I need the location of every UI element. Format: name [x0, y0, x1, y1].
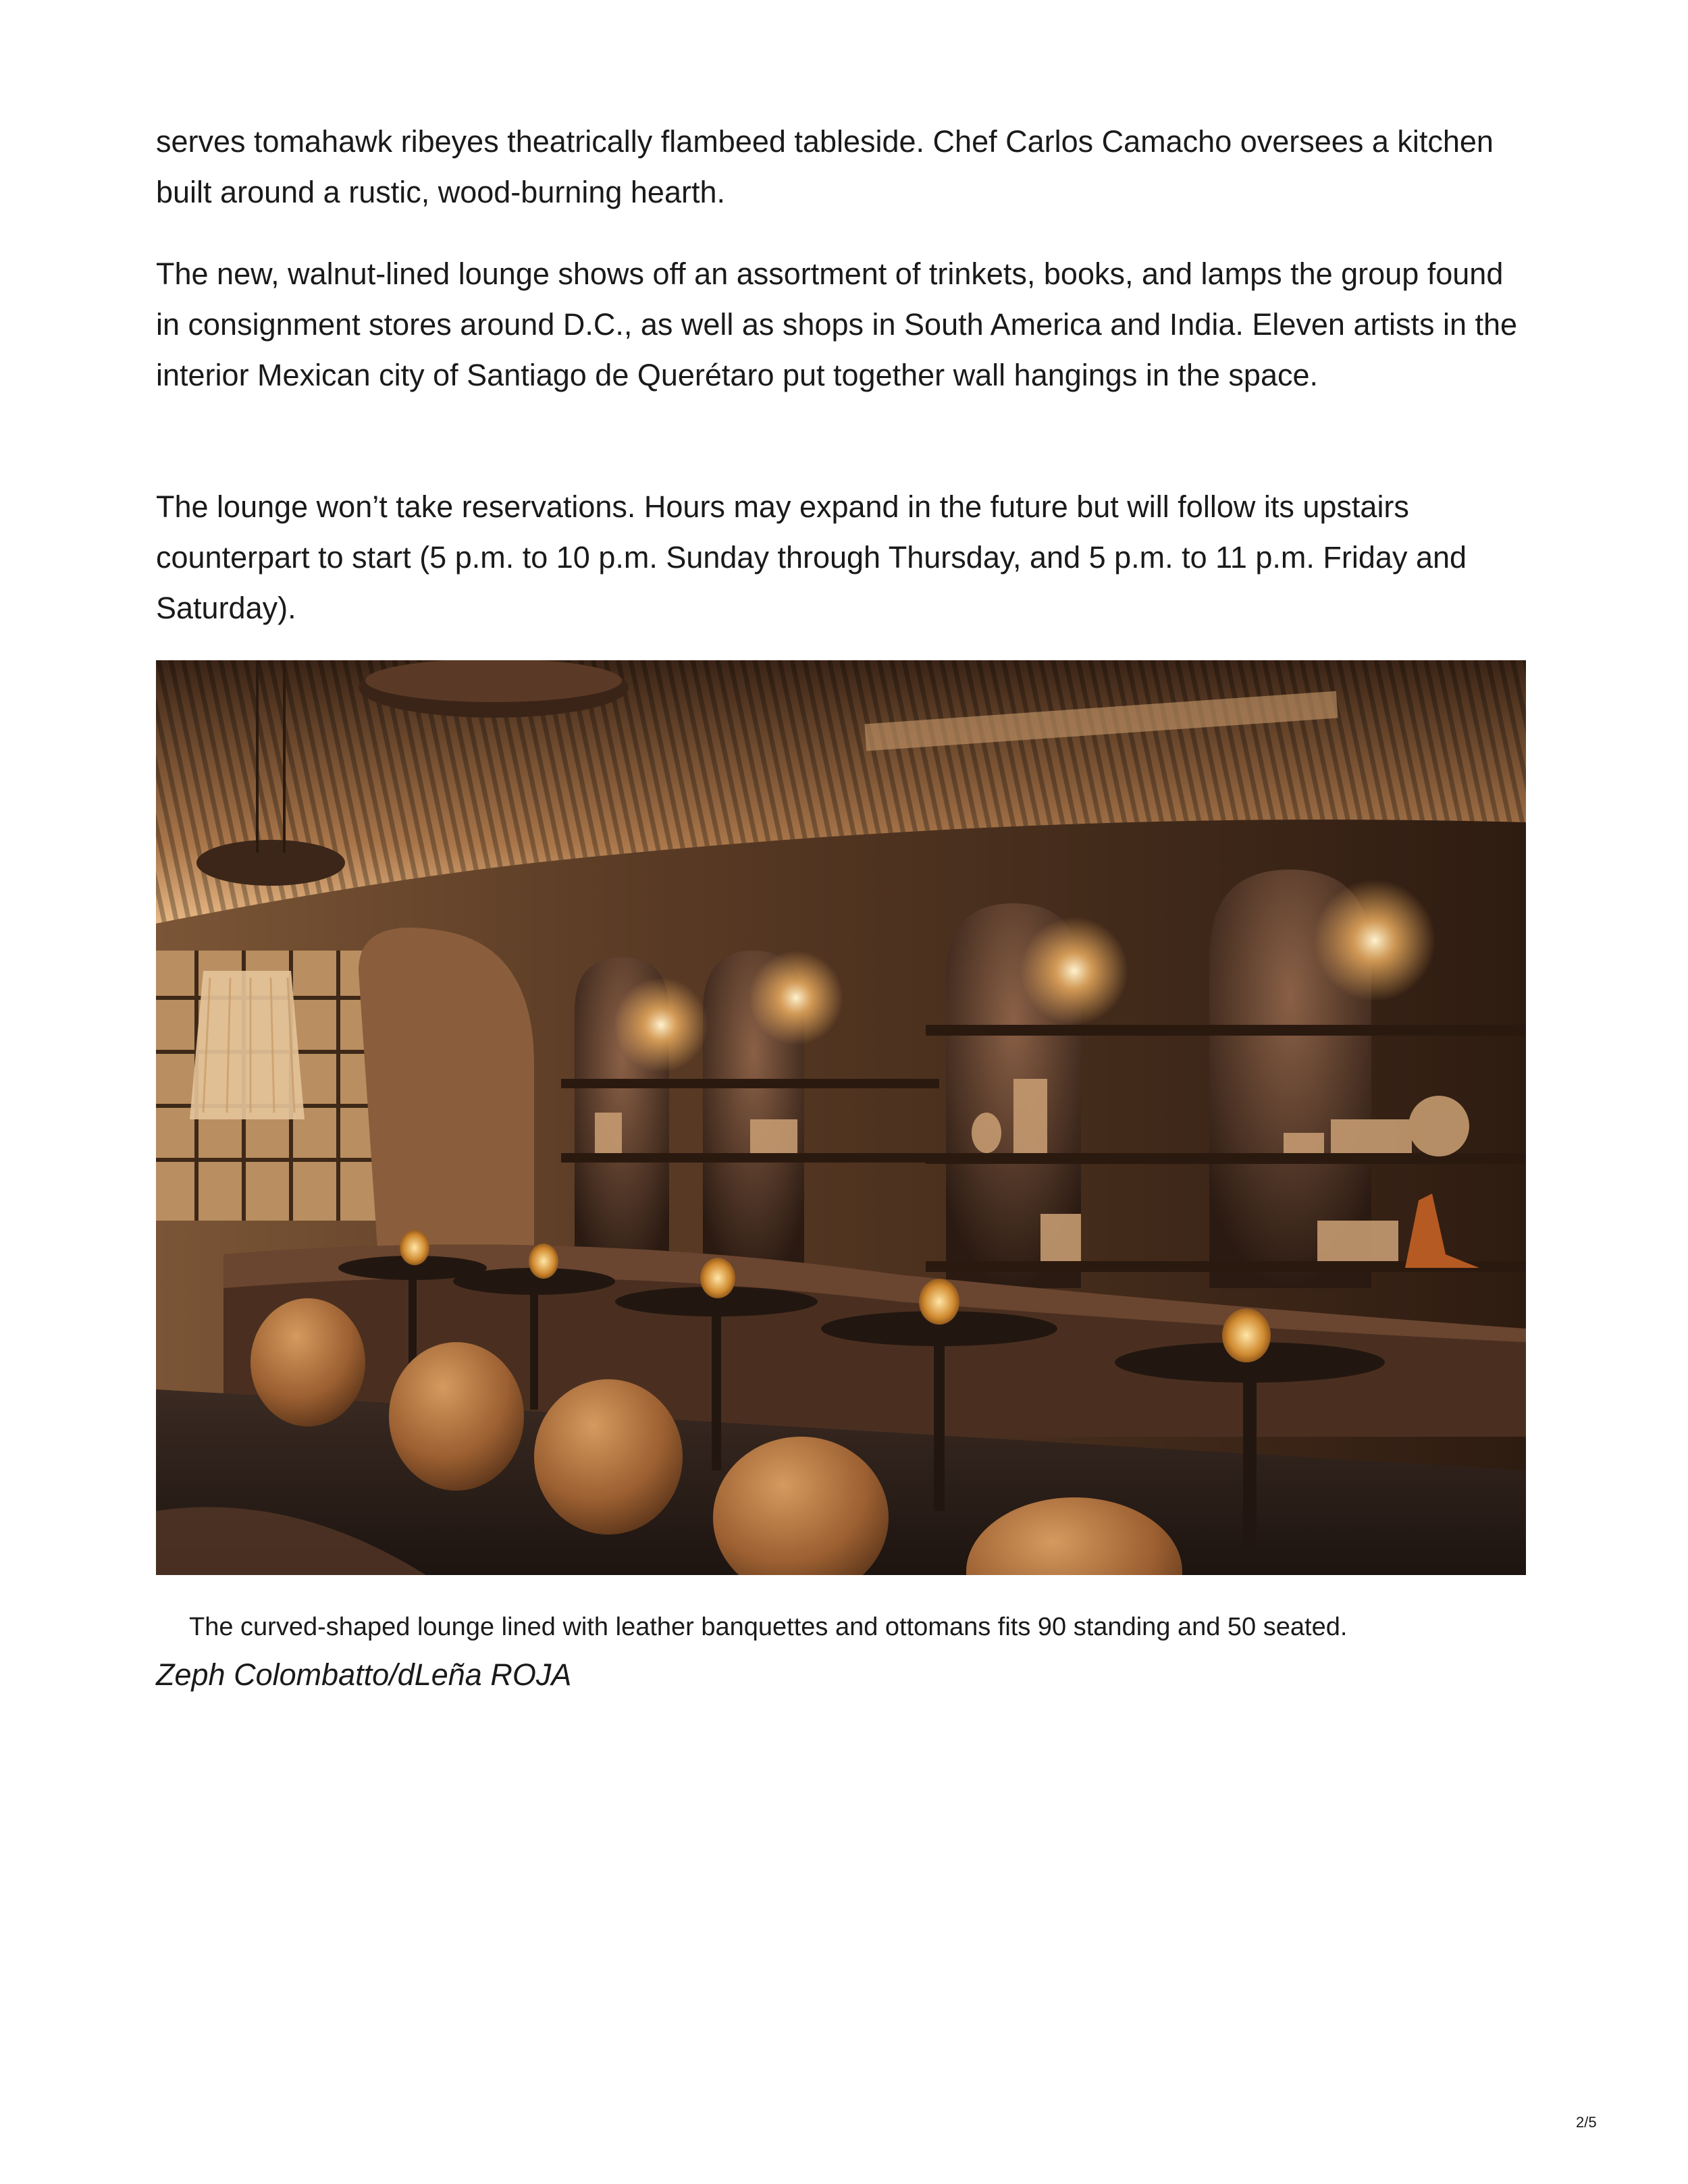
paragraph-3: The lounge won’t take reservations. Hours may expand in the future but will follow its upstairs counterpart to start (5 p.m. to 10 p.m. Sunday through Thursday, and 5 p.m. to 11 p.m. Friday and Saturday). [156, 489, 1467, 625]
page-number: 2/5 [1576, 2114, 1597, 2131]
photo-credit: Zeph Colombatto/dLeña ROJA [156, 1657, 572, 1692]
paragraph-2: The new, walnut-lined lounge shows off an assortment of trinkets, books, and lamps the group found in consignment stores around D.C., as well as shops in South America and India. Eleven artists in the interior Mexican city of Santiago de Querétaro put together wall hangings in the space. [156, 257, 1518, 392]
photo-caption: The curved-shaped lounge lined with leather banquettes and ottomans fits 90 standing and 50 seated. [189, 1613, 1348, 1641]
lounge-photo-illustration [156, 660, 1526, 1575]
paragraph-1: serves tomahawk ribeyes theatrically flambeed tableside. Chef Carlos Camacho oversees a kitchen built around a rustic, wood-burning hearth. [156, 124, 1494, 209]
lounge-photo [156, 660, 1526, 1575]
